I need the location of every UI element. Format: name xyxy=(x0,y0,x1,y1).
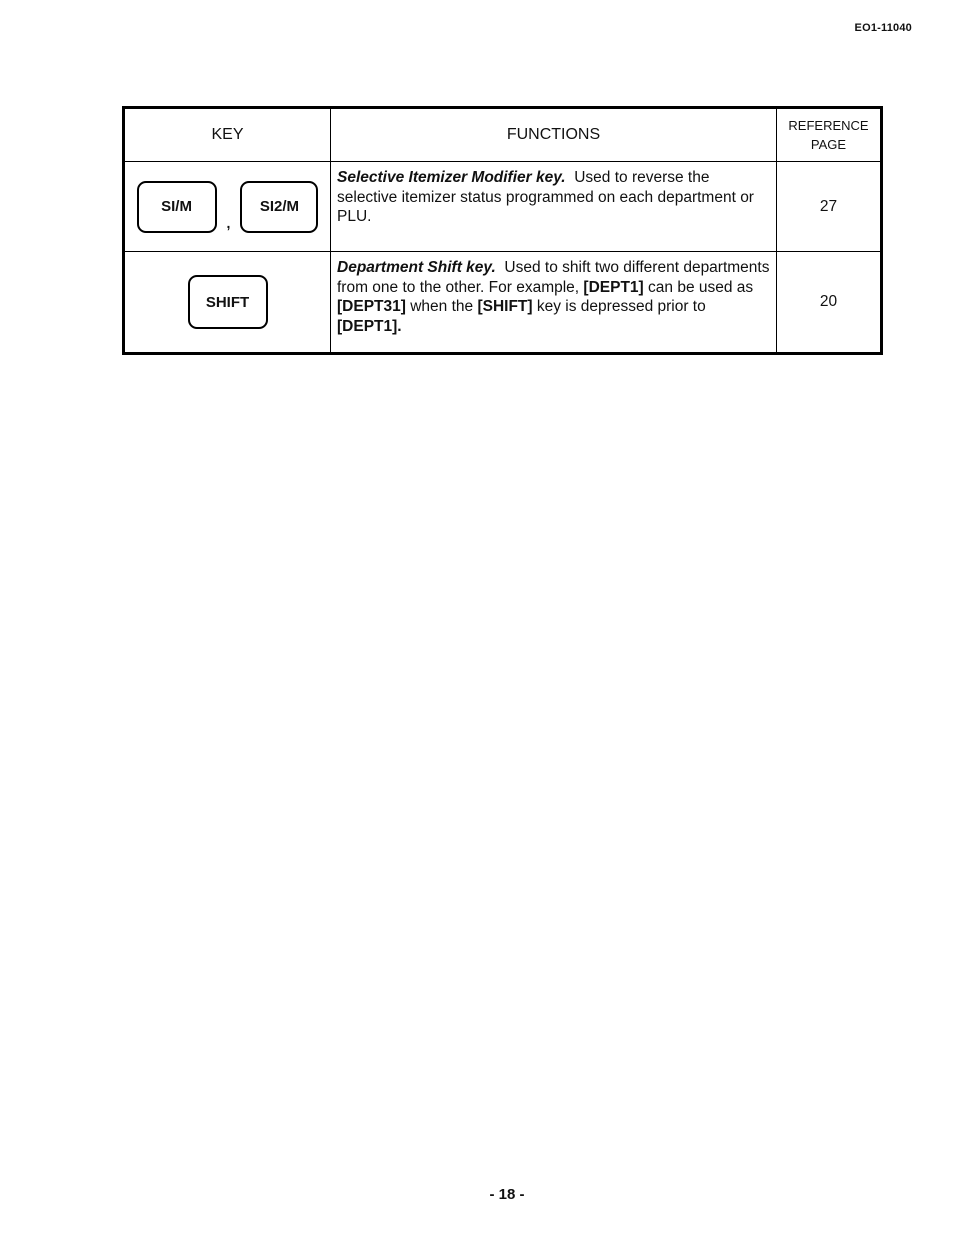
header-functions: FUNCTIONS xyxy=(331,108,777,162)
shift-key: SHIFT xyxy=(188,275,268,329)
page-number: - 18 - xyxy=(489,1186,525,1203)
header-key: KEY xyxy=(124,108,331,162)
function-description: Used to reverse the selective itemizer status programmed on each department or PLU. xyxy=(337,169,754,225)
si2m-key: SI2/M xyxy=(240,181,318,233)
sim-key: SI/M xyxy=(137,181,217,233)
reference-page-cell: 20 xyxy=(777,252,882,354)
table-header-row xyxy=(124,108,882,162)
key-reference-shift: [SHIFT] xyxy=(477,298,533,315)
function-title: Selective Itemizer Modifier key. xyxy=(337,169,566,186)
key-cell xyxy=(124,162,331,252)
key-reference-dept31: [DEPT31] xyxy=(337,298,406,315)
key-reference-dept1-end: [DEPT1]. xyxy=(337,317,402,335)
function-title: Department Shift key. xyxy=(337,259,496,276)
function-cell xyxy=(331,252,777,354)
table-row xyxy=(124,252,882,354)
function-description-part2: can be used as xyxy=(648,278,754,296)
key-group xyxy=(137,181,319,233)
function-description-part1: Used to shift two different departments from one to the other. For example, xyxy=(337,259,770,296)
key-reference-dept1: [DEPT1] xyxy=(583,278,644,296)
document-code: EO1-11040 xyxy=(854,22,912,34)
key-separator: , xyxy=(226,214,231,231)
header-reference-line1: REFERENCE xyxy=(788,118,869,133)
function-cell xyxy=(331,162,777,252)
function-description-part3: when the xyxy=(410,298,474,315)
key-functions-table xyxy=(122,106,883,355)
reference-page-cell: 27 xyxy=(777,162,882,252)
key-cell xyxy=(124,252,331,354)
table-row xyxy=(124,162,882,252)
header-reference-line2: PAGE xyxy=(810,137,847,152)
header-reference-page xyxy=(777,108,882,162)
function-description-part4: key is depressed prior to xyxy=(536,298,706,315)
